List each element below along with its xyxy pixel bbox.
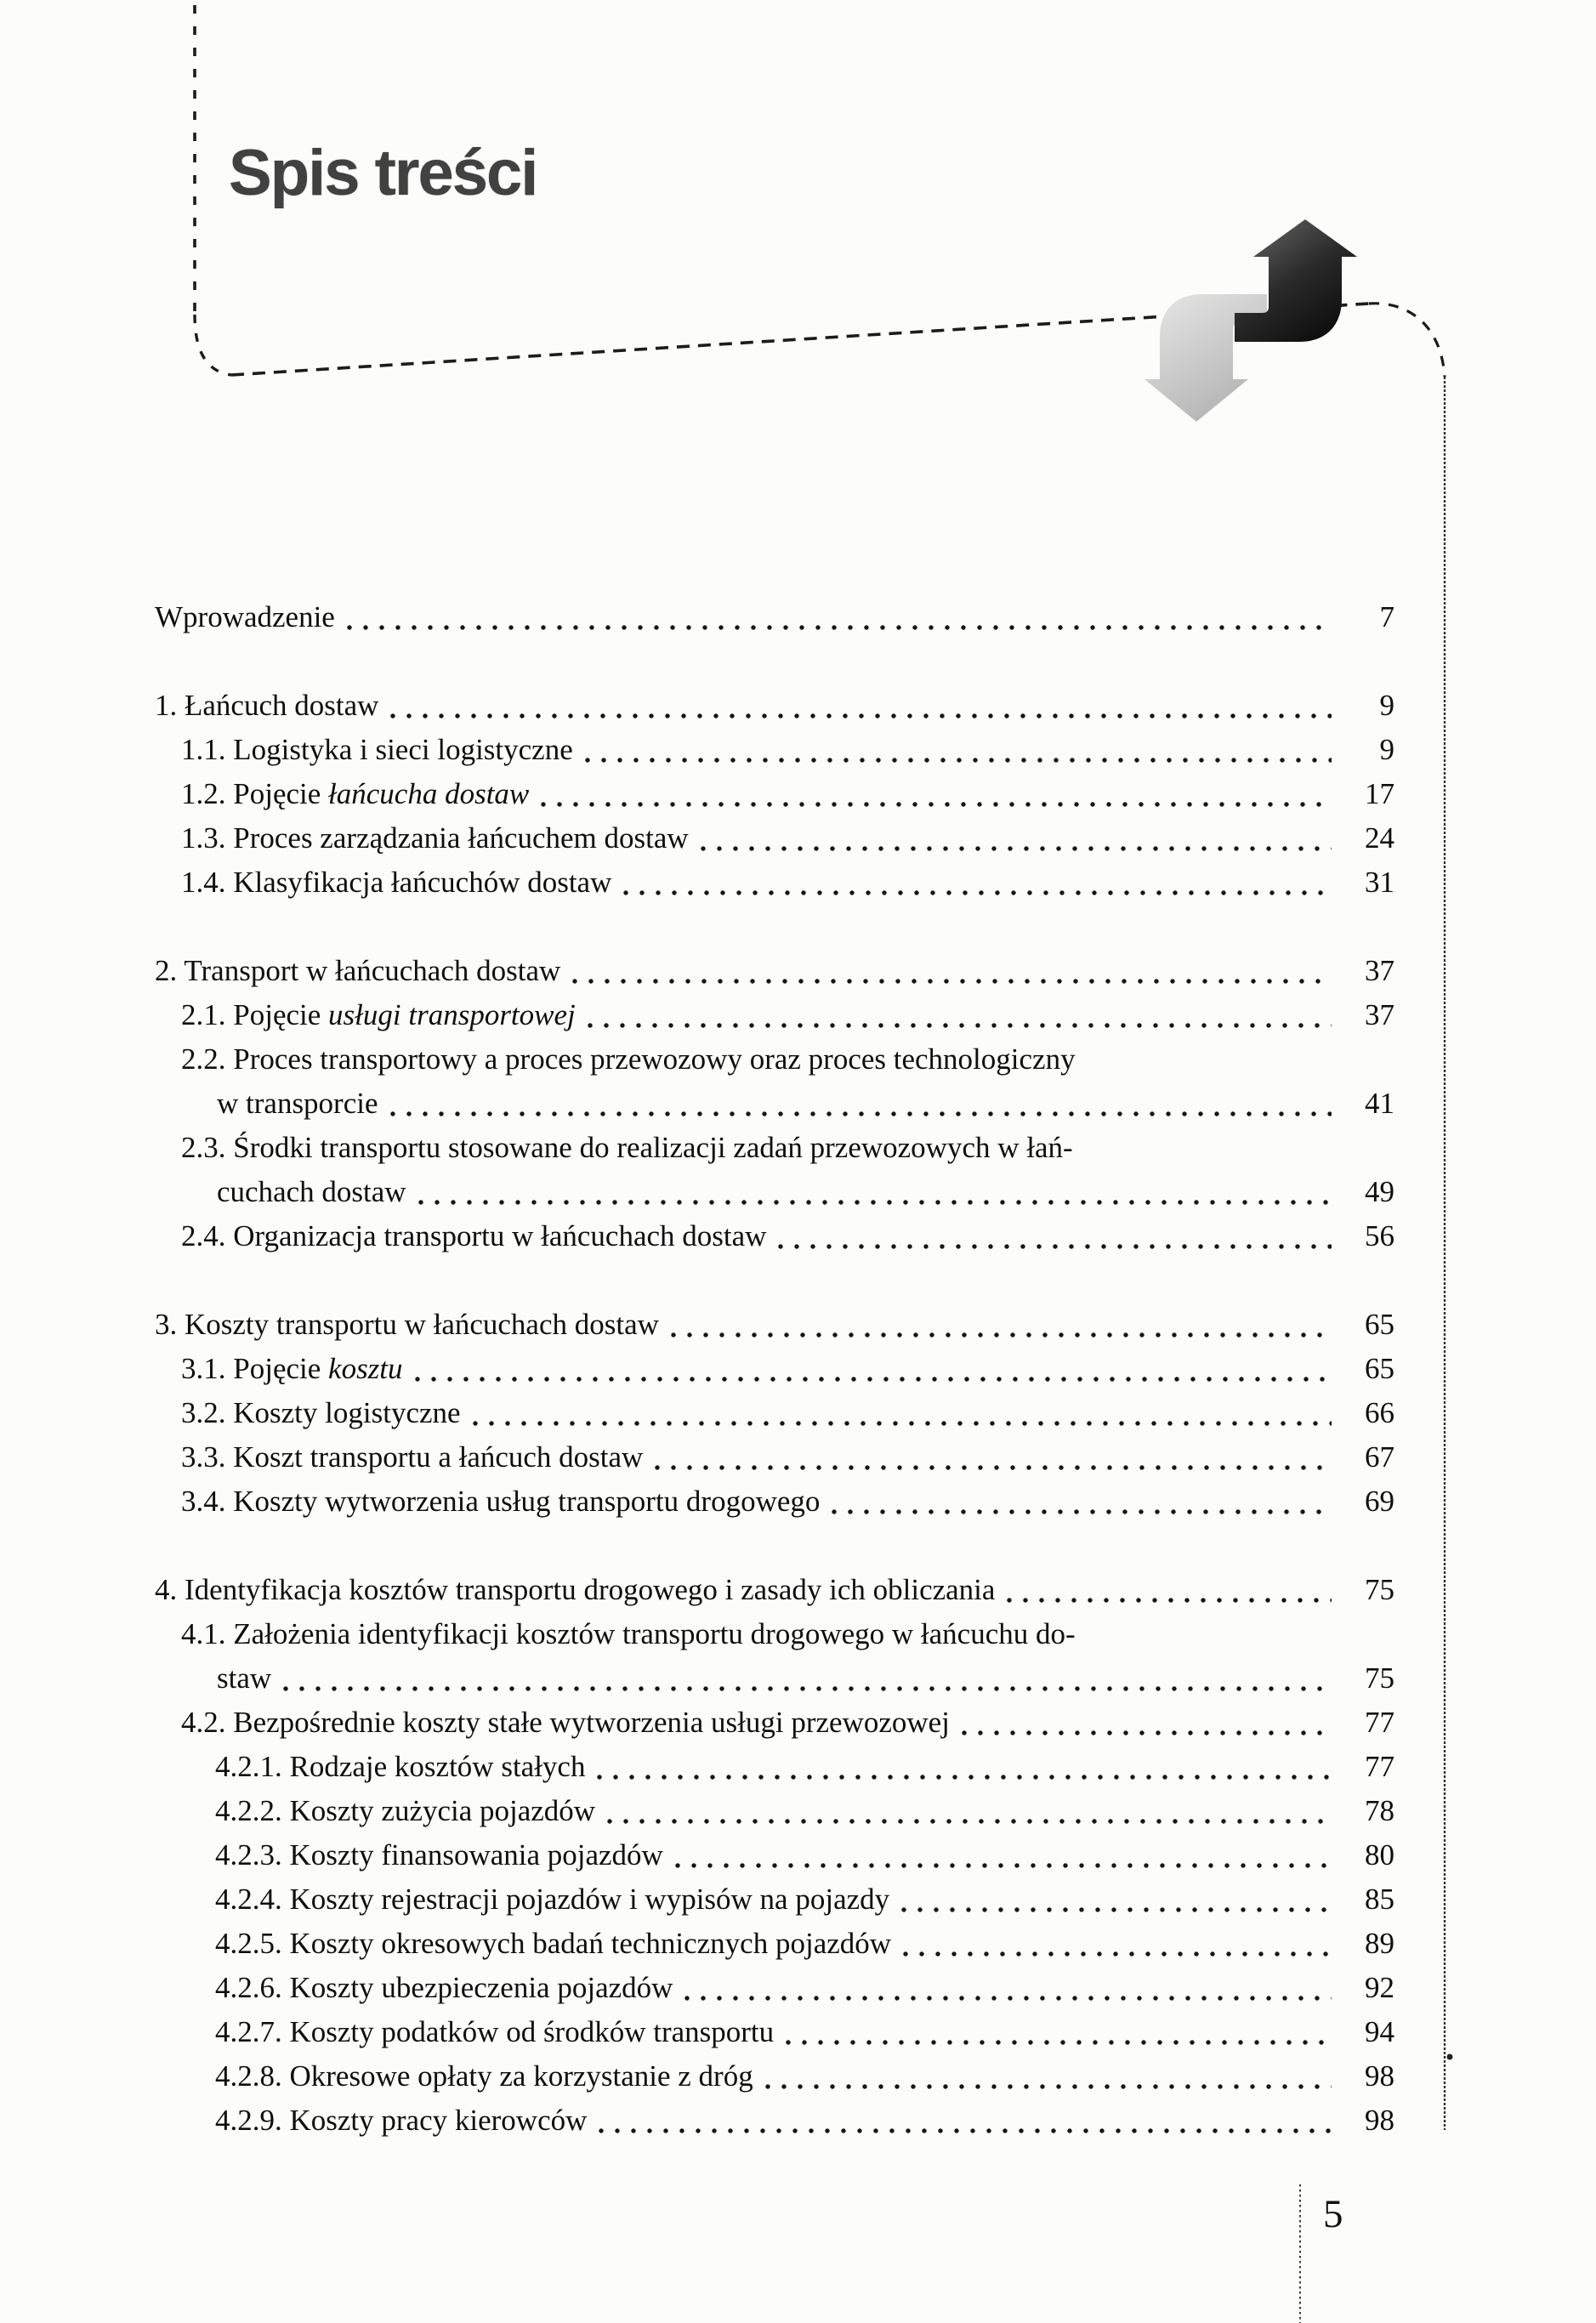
toc-label-italic-part: kosztu [328, 1352, 403, 1385]
toc-label-part: 4.2.2. Koszty zużycia pojazdów [215, 1794, 596, 1827]
toc-label [215, 1745, 585, 1789]
toc-label-part: 3.2. Koszty logistyczne [181, 1396, 461, 1429]
toc-row [155, 1347, 1394, 1391]
horizontal-dashed-rule [231, 304, 1369, 375]
toc-row [155, 2099, 1394, 2143]
toc-label [181, 860, 611, 905]
folio-page-number: 5 [1323, 2192, 1343, 2236]
right-dashed-corner [1369, 304, 1445, 377]
up-arrow-icon [1235, 219, 1357, 342]
page-number: 65 [1365, 1352, 1394, 1385]
page-number: 94 [1365, 2015, 1394, 2048]
toc-label [181, 1214, 766, 1258]
toc-row [155, 772, 1394, 816]
dot-leader [283, 1686, 1332, 1691]
toc-label-part: cuchach dostaw [217, 1175, 406, 1208]
dot-leader [786, 2040, 1332, 2045]
toc-row [155, 949, 1394, 993]
table-of-contents [155, 595, 1394, 2143]
toc-label-italic-part: usługi transportowej [328, 998, 576, 1031]
toc-label [217, 1170, 406, 1214]
toc-row [155, 993, 1394, 1037]
toc-section-gap [155, 1524, 1394, 1568]
toc-label [215, 1789, 595, 1833]
dot-leader [675, 1863, 1332, 1868]
page-number: 69 [1365, 1485, 1394, 1518]
toc-label [181, 1701, 950, 1745]
dot-leader [347, 625, 1332, 630]
toc-label-part: 4.2.7. Koszty podatków od środków transportu [215, 2015, 775, 2048]
dot-leader [390, 1111, 1332, 1116]
toc-label-part: w transporcie [217, 1087, 378, 1120]
page-number: 7 [1379, 600, 1394, 633]
page-number: 75 [1365, 1661, 1394, 1695]
toc-row [155, 1656, 1394, 1701]
toc-label [181, 1126, 1394, 1170]
toc-row [155, 1966, 1394, 2010]
toc-row [155, 684, 1394, 728]
toc-row [155, 1568, 1394, 1612]
toc-label-part: Wprowadzenie [155, 600, 335, 633]
toc-label-part: 4.2.5. Koszty okresowych badań technicznych pojazdów [215, 1927, 892, 1960]
dot-leader [599, 2128, 1332, 2133]
toc-row [155, 860, 1394, 905]
toc-label [181, 1435, 643, 1480]
toc-label [181, 728, 573, 772]
dot-leader [418, 1200, 1332, 1205]
toc-label [181, 816, 689, 860]
page-number: 24 [1365, 821, 1394, 855]
toc-label-part: staw [217, 1661, 272, 1695]
toc-label [181, 1480, 820, 1524]
page-number: 9 [1379, 733, 1394, 766]
toc-row [155, 816, 1394, 860]
toc-row [155, 1082, 1394, 1126]
toc-label-part: 1.1. Logistyka i sieci logistyczne [181, 733, 573, 766]
toc-row [155, 2054, 1394, 2099]
toc-row [155, 1745, 1394, 1789]
toc-row [155, 1435, 1394, 1480]
page-number: 9 [1379, 689, 1394, 722]
toc-label [155, 949, 560, 993]
toc-label [181, 993, 576, 1037]
toc-label-part: 2.1. Pojęcie [181, 998, 329, 1031]
page-number: 80 [1365, 1838, 1394, 1871]
toc-label-part: 1. Łańcuch dostaw [155, 689, 379, 722]
dot-leader [832, 1509, 1332, 1514]
toc-row [155, 1303, 1394, 1347]
toc-label-part: 4.2. Bezpośrednie koszty stałe wytworzenia usługi przewozowej [181, 1706, 950, 1739]
toc-row [155, 728, 1394, 772]
toc-label [215, 1966, 673, 2010]
stray-ink-dot [1447, 2054, 1453, 2060]
toc-label-part: 4.1. Założenia identyfikacji kosztów transportu drogowego w łańcuchu do- [181, 1617, 1076, 1650]
toc-row [155, 1214, 1394, 1258]
toc-row [155, 595, 1394, 639]
toc-label [215, 2010, 774, 2054]
toc-label [217, 1082, 378, 1126]
toc-label [181, 1391, 461, 1435]
toc-label-part: 4.2.8. Okresowe opłaty za korzystanie z dróg [215, 2059, 753, 2093]
toc-section-gap [155, 639, 1394, 684]
toc-label [215, 2054, 753, 2099]
toc-label-part: 1.2. Pojęcie [181, 777, 329, 810]
toc-label [181, 1347, 403, 1391]
toc-row [155, 1789, 1394, 1833]
toc-row [155, 1391, 1394, 1435]
toc-label-part: 3.3. Koszt transportu a łańcuch dostaw [181, 1440, 644, 1474]
dot-leader [541, 802, 1332, 807]
page-number: 41 [1365, 1087, 1394, 1120]
down-arrow-icon [1144, 294, 1267, 422]
toc-label-part: 1.3. Proces zarządzania łańcuchem dostaw [181, 821, 689, 855]
toc-label-part: 3.1. Pojęcie [181, 1352, 329, 1385]
toc-label-part: 4.2.4. Koszty rejestracji pojazdów i wypisów na pojazdy [215, 1883, 890, 1916]
toc-row [155, 1037, 1394, 1082]
toc-label-part: 2.3. Środki transportu stosowane do realizacji zadań przewozowych w łań- [181, 1131, 1073, 1164]
dot-leader [588, 1023, 1332, 1028]
page-title: Spis treści [229, 137, 537, 209]
toc-label-part: 3. Koszty transportu w łańcuchach dostaw [155, 1308, 659, 1341]
page-number: 37 [1365, 998, 1394, 1031]
page-number: 78 [1365, 1794, 1394, 1827]
toc-label-part: 4.2.1. Rodzaje kosztów stałych [215, 1750, 586, 1783]
toc-label [215, 1833, 663, 1877]
page-number: 31 [1365, 866, 1394, 899]
dot-leader [623, 890, 1332, 895]
toc-label-part: 4.2.9. Koszty pracy kierowców [215, 2104, 588, 2137]
dot-leader [415, 1377, 1332, 1382]
page-number: 17 [1365, 777, 1394, 810]
dot-leader [901, 1907, 1332, 1912]
page-number: 56 [1365, 1219, 1394, 1252]
page-number: 85 [1365, 1883, 1394, 1916]
dot-leader [903, 1951, 1332, 1957]
dot-leader [597, 1775, 1332, 1780]
toc-label [181, 1612, 1394, 1656]
page-number: 77 [1365, 1750, 1394, 1783]
dot-leader [701, 846, 1332, 851]
dot-leader [572, 979, 1332, 984]
toc-label-part: 2. Transport w łańcuchach dostaw [155, 954, 561, 987]
page-number: 49 [1365, 1175, 1394, 1208]
toc-label-italic-part: łańcucha dostaw [328, 777, 530, 810]
toc-label [217, 1656, 271, 1701]
toc-label-part: 4.2.6. Koszty ubezpieczenia pojazdów [215, 1971, 673, 2004]
toc-row [155, 1877, 1394, 1922]
toc-row [155, 1833, 1394, 1877]
left-dashed-corner [195, 315, 231, 375]
toc-row [155, 1126, 1394, 1170]
toc-label-part: 4.2.3. Koszty finansowania pojazdów [215, 1838, 663, 1871]
toc-label [155, 684, 378, 728]
page-number: 92 [1365, 1971, 1394, 2004]
page-number: 89 [1365, 1927, 1394, 1960]
toc-label-part: 2.2. Proces transportowy a proces przewozowy oraz proces technologiczny [181, 1042, 1076, 1076]
dot-leader [473, 1421, 1332, 1426]
page-number: 75 [1365, 1573, 1394, 1606]
page-number: 67 [1365, 1440, 1394, 1474]
toc-label [215, 2099, 587, 2143]
dot-leader [607, 1819, 1332, 1824]
dot-leader [585, 758, 1332, 763]
toc-row [155, 1701, 1394, 1745]
toc-section-gap [155, 1258, 1394, 1303]
dot-leader [765, 2084, 1332, 2089]
dot-leader [1007, 1598, 1332, 1603]
toc-section-gap [155, 905, 1394, 949]
toc-label-part: 4. Identyfikacja kosztów transportu drogowego i zasady ich obliczania [155, 1573, 996, 1606]
dot-leader [655, 1465, 1332, 1470]
page-number: 37 [1365, 954, 1394, 987]
toc-label [181, 1037, 1394, 1082]
dot-leader [671, 1332, 1332, 1338]
dot-leader [684, 1996, 1332, 2001]
swap-arrows-graphic [1144, 219, 1357, 422]
dot-leader [390, 713, 1332, 718]
page-number: 98 [1365, 2104, 1394, 2137]
page-number: 98 [1365, 2059, 1394, 2093]
page-number: 66 [1365, 1396, 1394, 1429]
toc-label [155, 595, 335, 639]
toc-row [155, 1170, 1394, 1214]
toc-row [155, 2010, 1394, 2054]
toc-row [155, 1480, 1394, 1524]
toc-label [215, 1922, 891, 1966]
page-number: 77 [1365, 1706, 1394, 1739]
toc-row [155, 1612, 1394, 1656]
toc-label-part: 3.4. Koszty wytworzenia usług transportu drogowego [181, 1485, 821, 1518]
toc-label [181, 772, 529, 816]
toc-row [155, 1922, 1394, 1966]
toc-label [155, 1568, 995, 1612]
toc-label-part: 2.4. Organizacja transportu w łańcuchach dostaw [181, 1219, 767, 1252]
toc-label [155, 1303, 659, 1347]
dot-leader [778, 1244, 1332, 1249]
toc-label [215, 1877, 889, 1922]
dot-leader [962, 1730, 1332, 1735]
toc-label-part: 1.4. Klasyfikacja łańcuchów dostaw [181, 866, 612, 899]
page-number: 65 [1365, 1308, 1394, 1341]
